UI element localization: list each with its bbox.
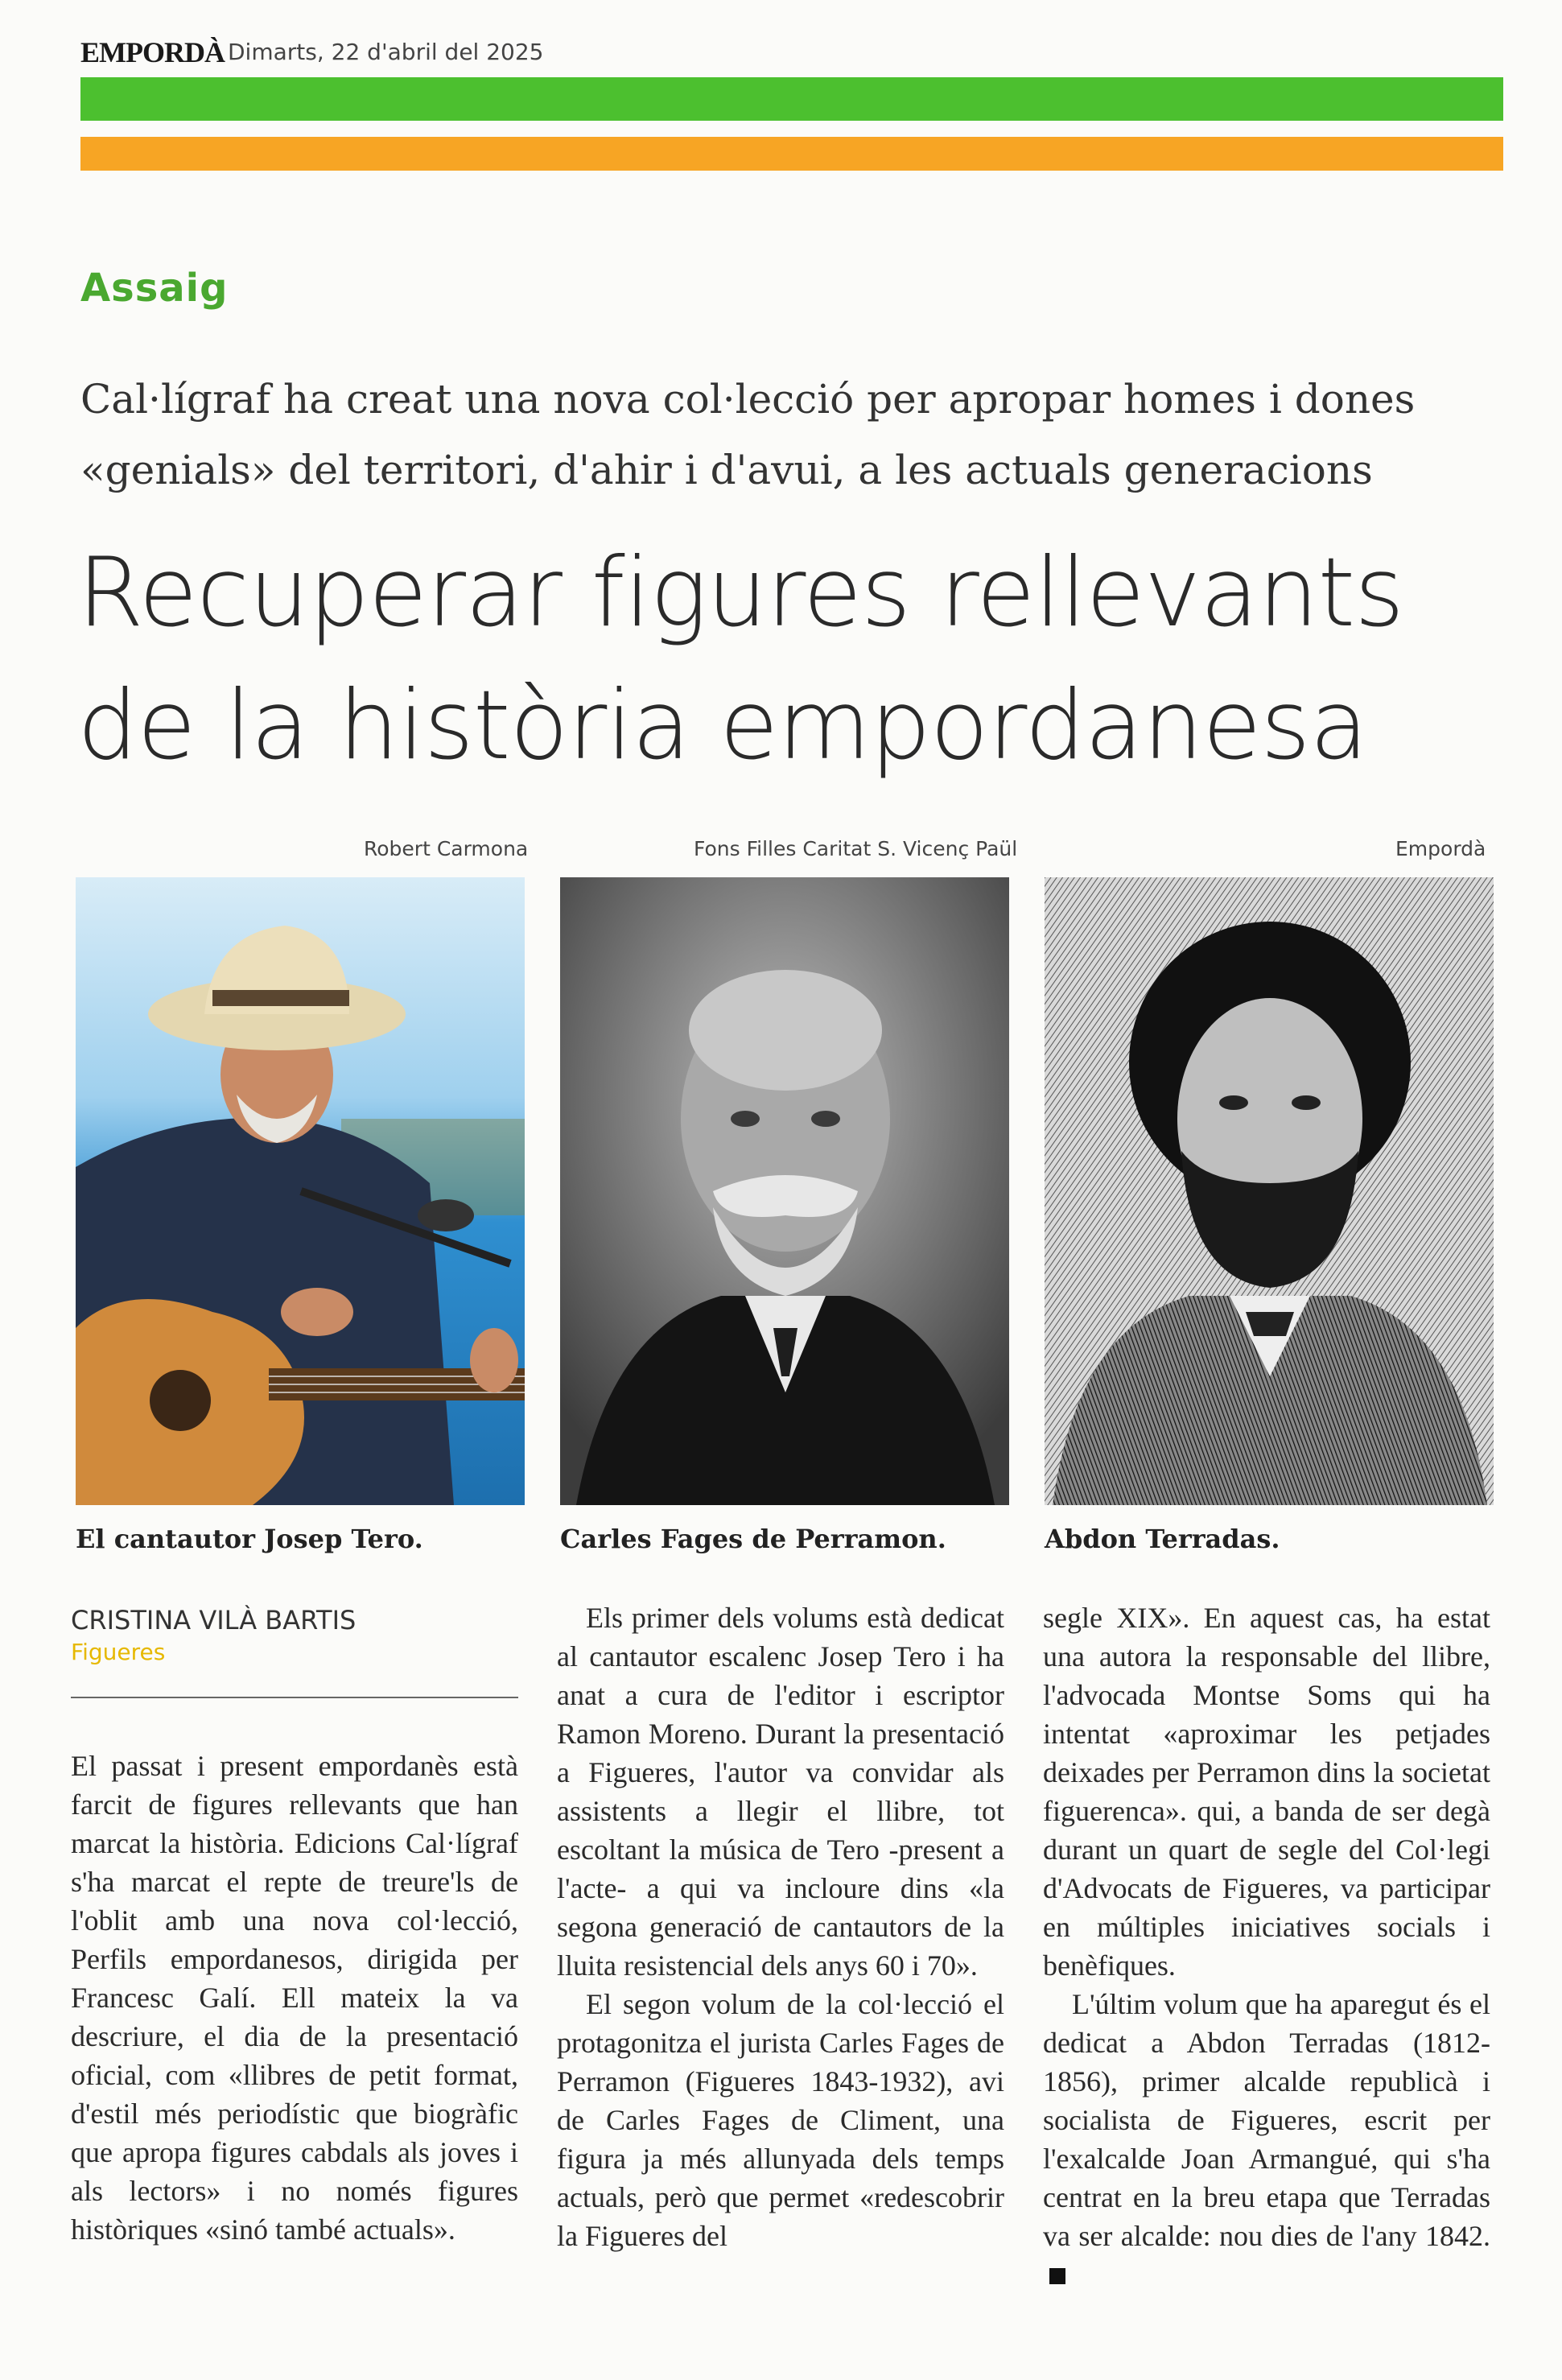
article-headline: [77, 527, 1526, 793]
orange-band: [80, 137, 1503, 171]
green-band: [80, 77, 1503, 121]
caption-2: Carles Fages de Perramon.: [560, 1524, 946, 1554]
photo-credit-1: Robert Carmona: [364, 837, 529, 860]
headline-line-2: de la història empordanesa: [77, 670, 1368, 782]
paragraph: Els primer dels volums està dedicat al cantautor escalenc Josep Tero i ha anat a cura de l'editor i escriptor Ramon Moreno. Durant la presentació a Figueres, l'autor va convidar als assistents a llegir el llibre, tot escoltant la música de Tero -present a l'acte- a qui va incloure dins «la segona generació de cantautors de la lluita resistencial dels anys 60 i 70».: [557, 1602, 1004, 1982]
photo-credit-3: Empordà: [1395, 837, 1486, 860]
paragraph-last: [1043, 1985, 1490, 2294]
caption-1: El cantautor Josep Tero.: [76, 1524, 423, 1554]
photo-carles-fages: [560, 877, 1009, 1505]
paragraph: El segon volum de la col·lecció el protagonitza el jurista Carles Fages de Perramon (Figueres 1843-1932), avi de Carles Fages de Climent, una figura ja més allunyada dels temps actuals, però que permet «redescobrir la Figueres del: [557, 1988, 1004, 2252]
section-label: Assaig: [80, 266, 229, 311]
masthead: EMPORDÀ: [80, 36, 225, 68]
body-column-2: [557, 1598, 1004, 2255]
photo-credit-2: Fons Filles Caritat S. Vicenç Paül: [694, 837, 1018, 860]
end-of-article-mark: [1049, 2268, 1065, 2284]
paragraph: segle XIX». En aquest cas, ha estat una autora la responsable del llibre, l'advocada Montse Soms qui ha intentat «aproximar les petjades deixades per Perramon dins la societat figuerenca». qui, a banda de ser degà durant un quart de segle del Col·legi d'Advocats de Figueres, va participar en múltiples iniciatives socials i benèfiques.: [1043, 1602, 1490, 1982]
body-column-1: [71, 1747, 518, 2249]
paragraph: El passat i present empordanès està farcit de figures rellevants que han marcat la història. Edicions Cal·lígraf s'ha marcat el repte de treure'ls de l'oblit amb una nova col·lecció, Perfils empordanesos, dirigida per Francesc Galí. Ell mateix la va descriure, el dia de la presentació oficial, com «llibres de petit format, d'estil més periodístic que biogràfic que apropa figures cabdals als joves i als lectors» i no només figures històriques «sinó també actuals».: [71, 1750, 518, 2246]
issue-date: Dimarts, 22 d'abril del 2025: [228, 39, 544, 65]
author-byline: CRISTINA VILÀ BARTIS: [71, 1605, 356, 1635]
byline-rule: [71, 1697, 518, 1698]
body-column-3: [1043, 1598, 1490, 2294]
photo-josep-tero: [76, 877, 525, 1505]
article-subtitle: Cal·lígraf ha creat una nova col·lecció per apropar homes i dones «genials» del territori, d'ahir i d'avui, a les actuals generacions: [80, 376, 1416, 493]
paragraph-text: L'últim volum que ha aparegut és el dedicat a Abdon Terradas (1812-1856), primer alcalde republicà i socialista de Figueres, escrit per l'exalcalde Joan Armangué, qui s'ha centrat en la breu etapa que Terradas va ser alcalde: nou dies de l'any 1842.: [1043, 1988, 1490, 2252]
dateline-place: Figueres: [71, 1639, 166, 1665]
photo-abdon-terradas: [1045, 877, 1494, 1505]
caption-3: Abdon Terradas.: [1045, 1524, 1280, 1554]
headline-line-1: Recuperar figures rellevants: [77, 538, 1404, 649]
